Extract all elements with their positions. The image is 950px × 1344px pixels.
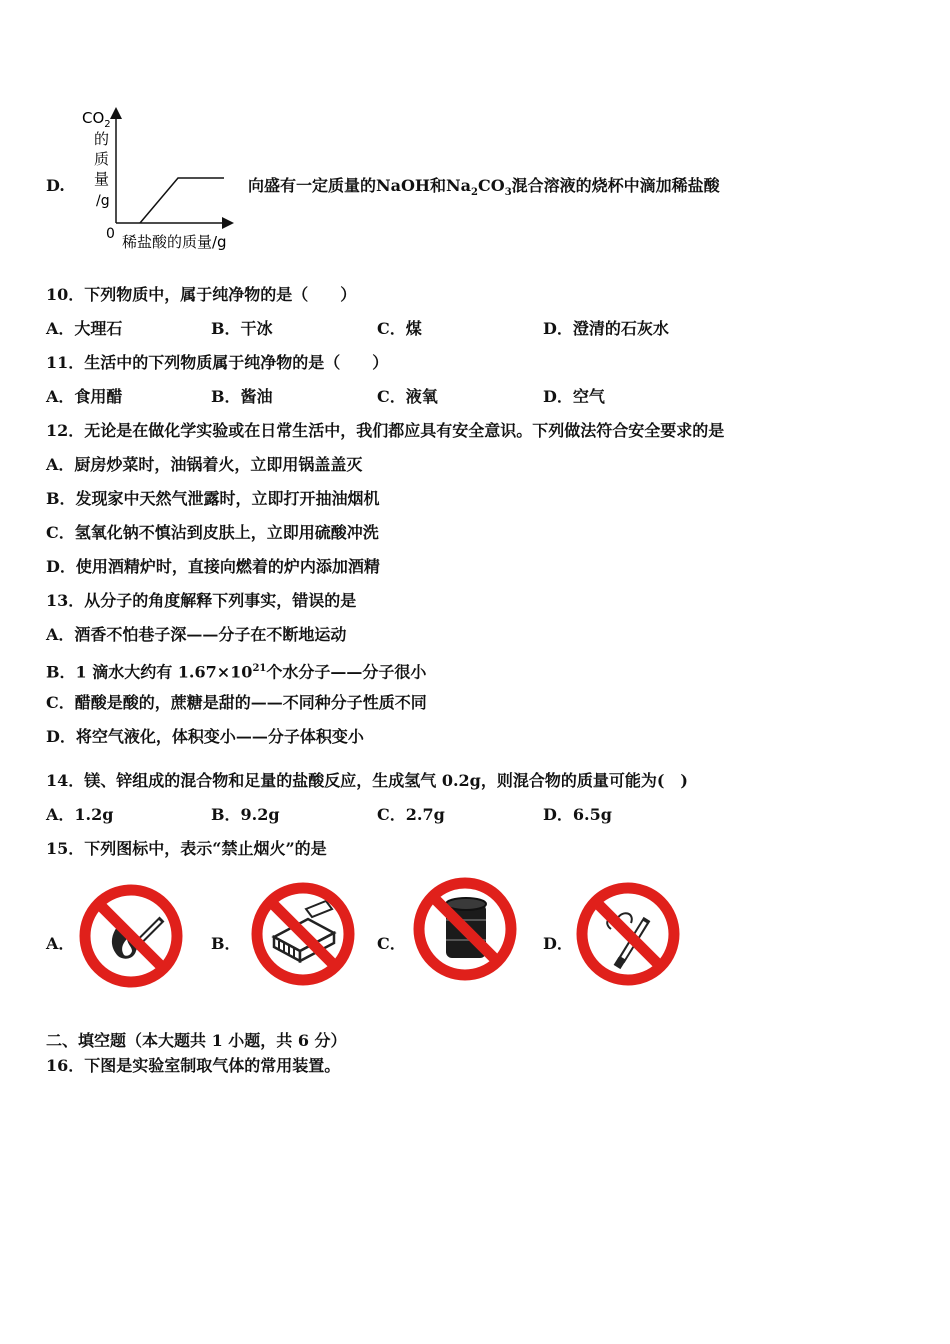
q14-option-a: A．1.2g [46, 805, 114, 824]
q15-label-b: B． [211, 934, 241, 953]
q11-option-a: A．食用醋 [46, 387, 123, 406]
y-label-char-2: 质 [94, 150, 110, 168]
q13-option-d: D．将空气液化，体积变小——分子体积变小 [46, 727, 364, 746]
co2-curve [140, 178, 224, 223]
q13-option-a: A．酒香不怕巷子深——分子在不断地运动 [46, 625, 347, 644]
q11-option-b: B．酱油 [211, 387, 273, 406]
q11-option-d: D．空气 [543, 387, 605, 406]
q10-stem: 10．下列物质中，属于纯净物的是（ ） [46, 285, 357, 304]
q14-option-b: B．9.2g [211, 805, 280, 824]
no-fire-icon [76, 881, 186, 991]
x-axis-label: 稀盐酸的质量/g [122, 233, 227, 251]
q13-option-c: C．醋酸是酸的，蔗糖是甜的——不同种分子性质不同 [46, 693, 427, 712]
y-label-char-1: 的 [94, 130, 110, 148]
no-barrel-icon [410, 874, 520, 984]
q15-stem: 15．下列图标中，表示“禁止烟火”的是 [46, 839, 327, 858]
no-matches-icon [248, 879, 358, 989]
q15-label-c: C． [377, 934, 406, 953]
co2-mass-graph [78, 105, 248, 255]
q13-option-b: B．1 滴水大约有 $1.67\times 10^{21}$个水分子——分子很小 [46, 662, 427, 682]
q12-option-d: D．使用酒精炉时，直接向燃着的炉内添加酒精 [46, 557, 380, 576]
q12-option-b: B．发现家中天然气泄露时，立即打开抽油烟机 [46, 489, 380, 508]
y-label-unit: /g [96, 193, 110, 209]
q15-label-a: A． [46, 934, 75, 953]
q12-option-a: A．厨房炒菜时，油锅着火，立即用锅盖盖灭 [46, 455, 363, 474]
q10-option-c: C．煤 [377, 319, 422, 338]
q12-stem: 12．无论是在做化学实验或在日常生活中，我们都应具有安全意识。下列做法符合安全要求的是 [46, 421, 725, 440]
y-label-co2: $CO_2$ [82, 109, 111, 130]
q14-stem: 14．镁、锌组成的混合物和足量的盐酸反应，生成氢气 0.2g，则混合物的质量可能为( ) [46, 771, 689, 790]
q15-label-d: D． [543, 934, 573, 953]
q16-stem: 16．下图是实验室制取气体的常用装置。 [46, 1056, 341, 1075]
q14-option-c: C．2.7g [377, 805, 445, 824]
origin-label: 0 [106, 226, 115, 242]
q9-option-d-text: 向盛有一定质量的NaOH和$Na_2CO_3$混合溶液的烧杯中滴加稀盐酸 [248, 176, 720, 199]
q11-option-c: C．液氧 [377, 387, 438, 406]
q10-option-d: D．澄清的石灰水 [543, 319, 669, 338]
q10-option-b: B．干冰 [211, 319, 273, 338]
no-smoking-icon [573, 879, 683, 989]
q13-stem: 13．从分子的角度解释下列事实，错误的是 [46, 591, 357, 610]
q9-option-d-label: D. [46, 176, 65, 195]
q11-stem: 11．生活中的下列物质属于纯净物的是（ ） [46, 353, 389, 372]
y-label-char-3: 量 [94, 170, 110, 188]
q14-option-d: D．6.5g [543, 805, 612, 824]
q10-option-a: A．大理石 [46, 319, 123, 338]
section2-heading: 二、填空题（本大题共 1 小题，共 6 分） [46, 1031, 347, 1050]
q12-option-c: C．氢氧化钠不慎沾到皮肤上，立即用硫酸冲洗 [46, 523, 379, 542]
